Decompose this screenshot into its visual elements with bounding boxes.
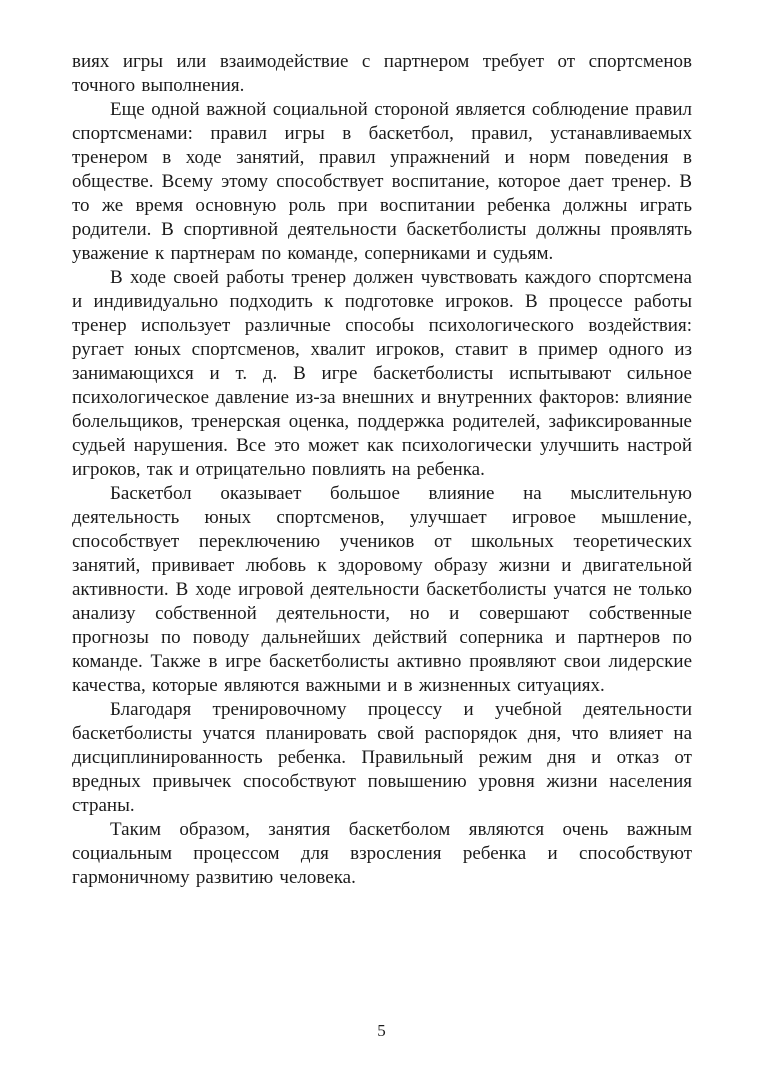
page-number: 5 (377, 1021, 386, 1040)
paragraph: Баскетбол оказывает большое влияние на мыслительную деятельность юных спортсменов, улучшает игровое мышление, способствует переключению учеников от школьных теоретических занятий, прививает любовь к здоровому образу жизни и двигательной активности. В ходе игровой деятельности баскетболисты учатся не только анализу собственной деятельности, но и совершают собственные прогнозы по поводу дальнейших действий соперника и партнеров по команде. Также в игре баскетболисты активно проявляют свои лидерские качества, которые являются важными и в жизненных ситуациях. (72, 483, 692, 696)
page-text-block (72, 50, 692, 890)
paragraph-continuation: виях игры или взаимодействие с партнером требует от спортсменов точного выполнения. (72, 51, 692, 96)
paragraph: Благодаря тренировочному процессу и учебной деятельности баскетболисты учатся планировать свой распорядок дня, что влияет на дисциплинированность ребенка. Правильный режим дня и отказ от вредных привычек способствуют повышению уровня жизни населения страны. (72, 699, 692, 816)
paragraph: Таким образом, занятия баскетболом являются очень важным социальным процессом для взросления ребенка и способствуют гармоничному развитию человека. (72, 819, 692, 888)
paragraph: Еще одной важной социальной стороной является соблюдение правил спортсменами: правил игры в баскетбол, правил, устанавливаемых тренером в ходе занятий, правил упражнений и норм поведения в обществе. Всему этому способствует воспитание, которое дает тренер. В то же время основную роль при воспитании ребенка должны играть родители. В спортивной деятельности баскетболисты должны проявлять уважение к партнерам по команде, соперниками и судьям. (72, 99, 692, 264)
paragraph: В ходе своей работы тренер должен чувствовать каждого спортсмена и индивидуально подходить к подготовке игроков. В процессе работы тренер использует различные способы психологического воздействия: ругает юных спортсменов, хвалит игроков, ставит в пример одного из занимающихся и т. д. В игре баскетболисты испытывают сильное психологическое давление из-за внешних и внутренних факторов: влияние болельщиков, тренерская оценка, поддержка родителей, зафиксированные судьей нарушения. Все это может как психологически улучшить настрой игроков, так и отрицательно повлиять на ребенка. (72, 267, 692, 480)
